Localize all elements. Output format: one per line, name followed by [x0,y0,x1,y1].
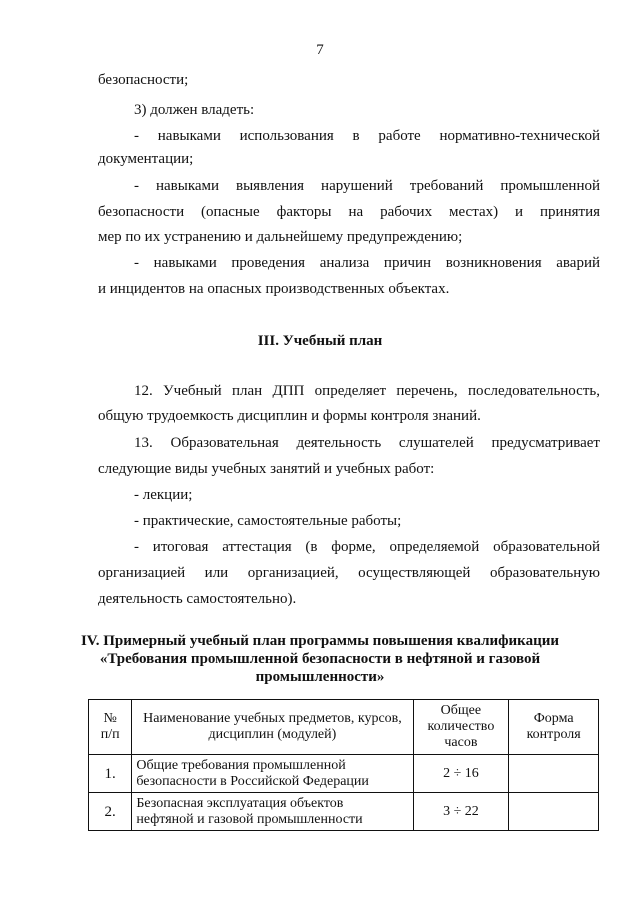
header-num: № п/п [89,700,132,755]
paragraph-line: следующие виды учебных занятий и учебных работ: [98,461,435,477]
header-form: Форма контроля [509,700,599,755]
table-header-row [89,700,599,755]
paragraph-line: организацией или организацией, осуществляющей образовательную [98,565,600,581]
table-row [89,793,599,831]
row-form [509,755,599,793]
text-line: и инцидентов на опасных производственных объектах. [98,281,450,297]
row-name: Общие требования промышленной безопасности в Российской Федерации [132,755,413,793]
row-number: 2. [89,793,132,831]
row-name: Безопасная эксплуатация объектов нефтяной и газовой промышленности [132,793,413,831]
text-line: безопасности (опасные факторы на рабочих местах) и принятия [98,204,600,220]
text-line: - навыками проведения анализа причин возникновения аварий [134,255,600,271]
row-hours: 3 ÷ 22 [413,793,509,831]
paragraph-line: деятельность самостоятельно). [98,591,297,607]
section-heading-line: «Требования промышленной безопасности в нефтяной и газовой [99,651,541,667]
list-item: - практические, самостоятельные работы; [134,513,402,529]
row-hours: 2 ÷ 16 [413,755,509,793]
text-line: мер по их устранению и дальнейшему предупреждению; [98,229,463,245]
header-hours: Общее количество часов [413,700,509,755]
text-line: документации; [98,151,194,167]
paragraph-line: 12. Учебный план ДПП определяет перечень, последовательность, [134,383,600,399]
section-heading-line: IV. Примерный учебный план программы повышения квалификации [80,633,560,649]
header-name: Наименование учебных предметов, курсов, дисциплин (модулей) [132,700,413,755]
row-form [509,793,599,831]
list-item: - лекции; [134,487,193,503]
list-item: - итоговая аттестация (в форме, определяемой образовательной [134,539,600,555]
row-number: 1. [89,755,132,793]
paragraph-line: общую трудоемкость дисциплин и формы контроля знаний. [98,408,481,424]
page-number: 7 [316,42,324,58]
text-line: безопасности; [98,72,189,88]
text-line: 3) должен владеть: [134,102,255,118]
section-heading-line: промышленности» [255,669,385,685]
text-line: - навыками выявления нарушений требований промышленной [134,178,600,194]
table-row [89,755,599,793]
paragraph-line: 13. Образовательная деятельность слушателей предусматривает [134,435,600,451]
curriculum-table [88,699,599,831]
text-line: - навыками использования в работе нормативно-технической [134,128,600,144]
section-heading: III. Учебный план [257,333,383,349]
